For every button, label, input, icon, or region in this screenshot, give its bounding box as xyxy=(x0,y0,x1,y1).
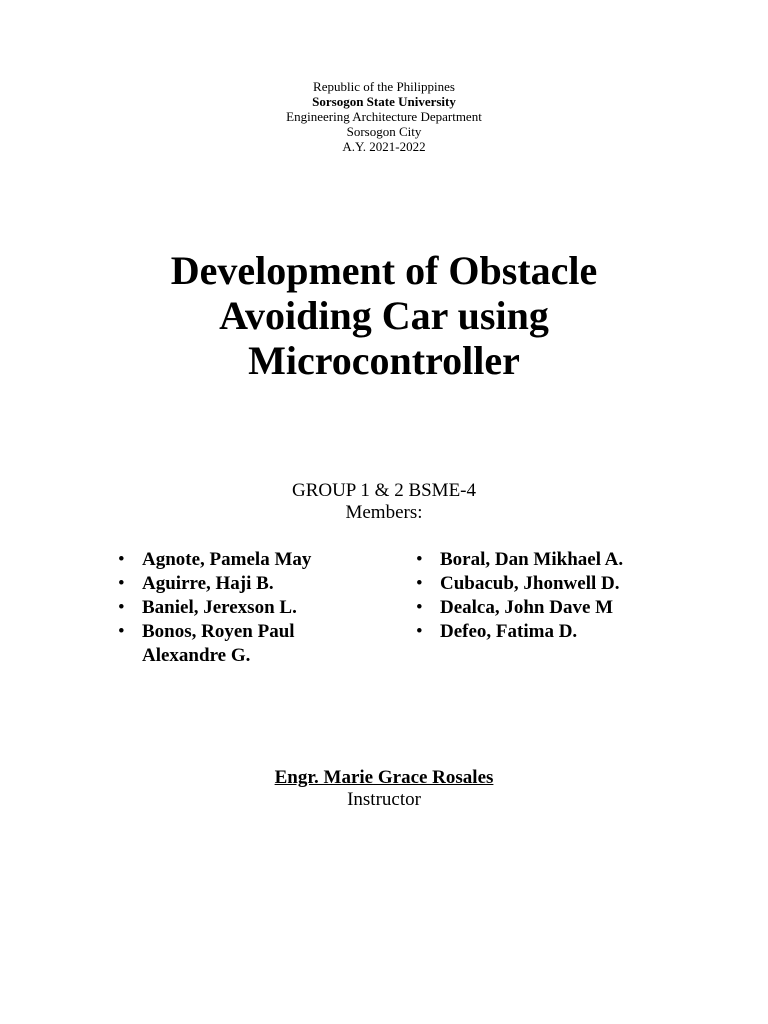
title-line-1: Development of Obstacle xyxy=(170,248,598,293)
institution-header xyxy=(0,79,768,154)
country-line: Republic of the Philippines xyxy=(313,79,455,94)
group-info xyxy=(0,480,768,524)
bullet-icon: • xyxy=(416,597,423,618)
bullet-icon: • xyxy=(118,621,125,642)
member-name: Defeo, Fatima D. xyxy=(440,621,578,642)
academic-year: A.Y. 2021-2022 xyxy=(342,139,426,154)
bullet-icon: • xyxy=(416,621,423,642)
bullet-icon: • xyxy=(118,549,125,570)
university-name: Sorsogon State University xyxy=(312,94,456,109)
list-item xyxy=(116,572,376,596)
list-item xyxy=(116,596,376,620)
department-name: Engineering Architecture Department xyxy=(286,109,482,124)
list-item xyxy=(116,548,376,572)
members-label: Members: xyxy=(345,502,423,523)
instructor-name: Engr. Marie Grace Rosales xyxy=(274,767,494,788)
members-column-right xyxy=(414,548,714,644)
members-column-left xyxy=(116,548,376,668)
bullet-icon: • xyxy=(118,597,125,618)
list-item xyxy=(414,596,714,620)
title-line-2: Avoiding Car using xyxy=(219,293,549,338)
instructor-role: Instructor xyxy=(347,789,421,810)
member-name: Boral, Dan Mikhael A. xyxy=(440,549,624,570)
member-name: Cubacub, Jhonwell D. xyxy=(440,573,620,594)
bullet-icon: • xyxy=(416,549,423,570)
list-item xyxy=(414,548,714,572)
title-line-3: Microcontroller xyxy=(248,338,520,383)
document-title xyxy=(0,248,768,383)
list-item xyxy=(116,620,376,668)
bullet-icon: • xyxy=(118,573,125,594)
list-item xyxy=(414,572,714,596)
instructor-block xyxy=(0,767,768,811)
member-name: Aguirre, Haji B. xyxy=(142,573,274,594)
group-name: GROUP 1 & 2 BSME-4 xyxy=(291,480,477,501)
member-name: Agnote, Pamela May xyxy=(142,549,312,570)
member-name: Baniel, Jerexson L. xyxy=(142,597,297,618)
member-name: Bonos, Royen Paul Alexandre G. xyxy=(142,621,295,666)
city-line: Sorsogon City xyxy=(346,124,422,139)
bullet-icon: • xyxy=(416,573,423,594)
list-item xyxy=(414,620,714,644)
member-name: Dealca, John Dave M xyxy=(440,597,614,618)
